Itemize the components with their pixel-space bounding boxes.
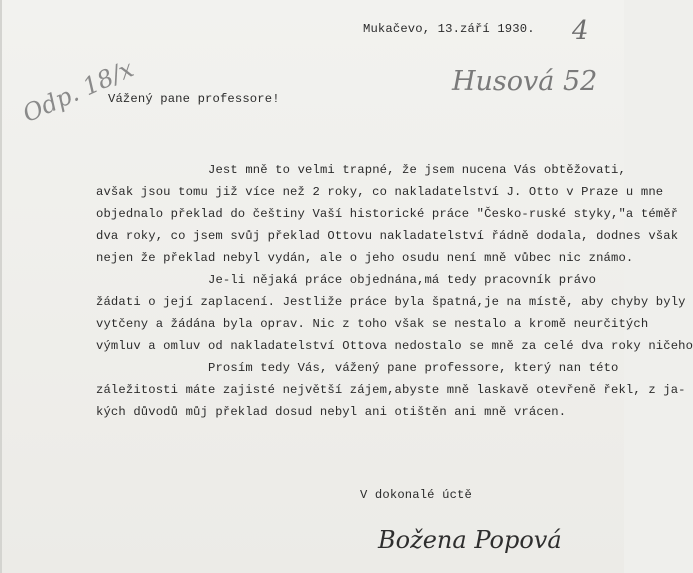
- page-edge: [0, 0, 2, 573]
- body-line: Prosím tedy Vás, vážený pane professore, který nan této: [208, 361, 619, 375]
- place-date: Mukačevo, 13.září 1930.: [363, 22, 535, 36]
- salutation: Vážený pane professore!: [108, 92, 280, 106]
- body-line: záležitosti máte zajisté největší zájem,abyste mně laskavě otevřeně řekl, z ja-: [96, 383, 686, 397]
- page-number: 4: [572, 16, 589, 46]
- body-line: vytčeny a žádána byla oprav. Nic z toho však se nestalo a kromě neurčitých: [96, 317, 649, 331]
- body-line: Jest mně to velmi trapné, že jsem nucena Vás obtěžovati,: [208, 163, 626, 177]
- body-line: objednalo překlad do češtiny Vaší historické práce "Česko-ruské styky,"a téměř: [96, 207, 679, 221]
- body-line: žádati o její zaplacení. Jestliže práce byla špatná,je na místě, aby chyby byly: [96, 295, 686, 309]
- body-line: avšak jsou tomu již více než 2 roky, co nakladatelství J. Otto v Praze u mne: [96, 185, 664, 199]
- body-line: dva roky, co jsem svůj překlad Ottovu nakladatelství řádně dodala, dodnes však: [96, 229, 679, 243]
- closing: V dokonalé úctě: [360, 488, 472, 502]
- archive-mark: Husová 52: [452, 66, 598, 97]
- body-line: nejen že překlad nebyl vydán, ale o jeho osudu není mně vůbec nic známo.: [96, 251, 634, 265]
- body-line: Je-li nějaká práce objednána,má tedy pracovník právo: [208, 273, 597, 287]
- signature: Božena Popová: [378, 526, 562, 554]
- pencil-note: Odp. 18/x: [18, 54, 138, 128]
- body-line: výmluv a omluv od nakladatelství Ottova nedostalo se mně za celé dva roky ničeho: [96, 339, 693, 353]
- body-line: kých důvodů můj překlad dosud nebyl ani otištěn ani mně vrácen.: [96, 405, 567, 419]
